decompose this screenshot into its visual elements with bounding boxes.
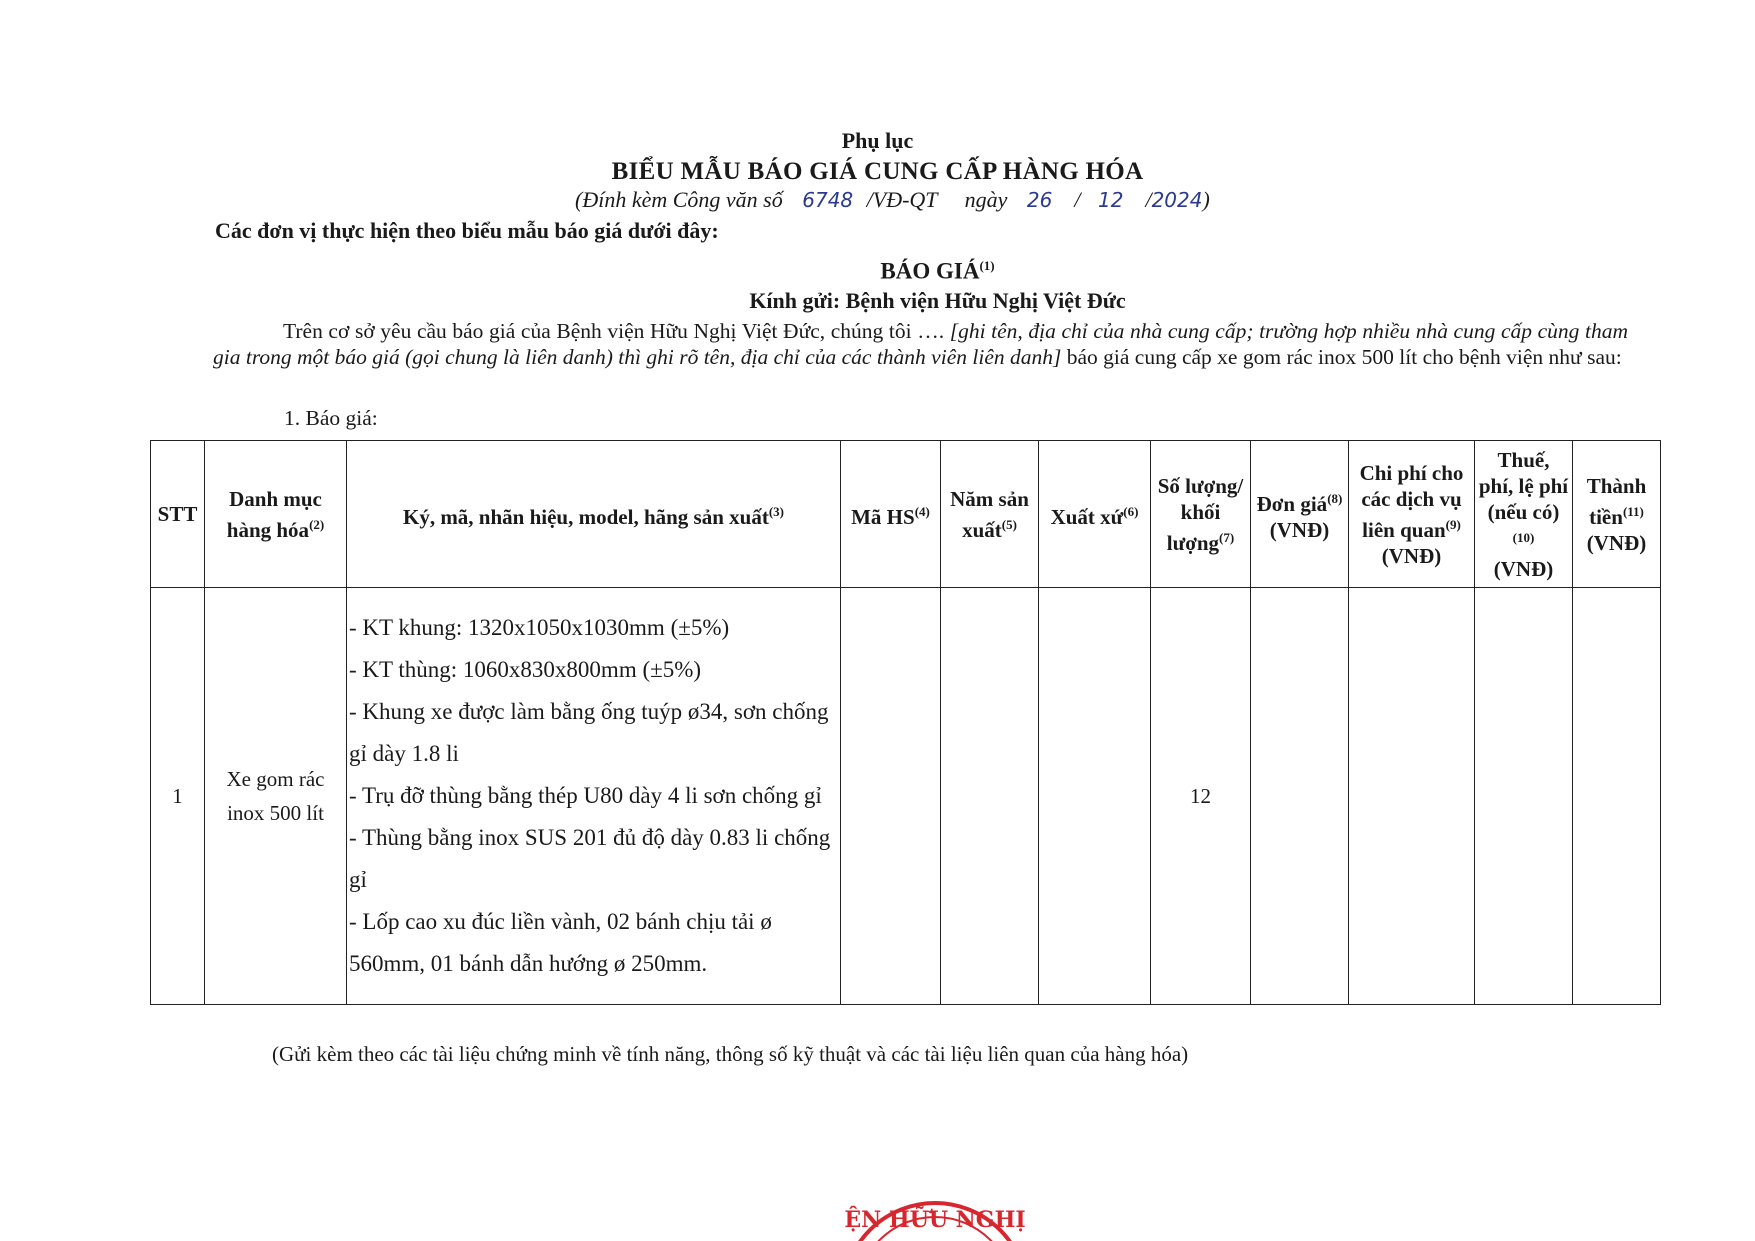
spec-line: - Trụ đỡ thùng bằng thép U80 dày 4 li sơn chống gỉ [349, 783, 822, 808]
cell-hs-code [841, 588, 941, 1005]
date-month-handwritten: 12 [1098, 188, 1124, 212]
intro-paragraph: Trên cơ sở yêu cầu báo giá của Bệnh viện Hữu Nghị Việt Đức, chúng tôi …. [ghi tên, địa chỉ của nhà cung cấp; trường hợp nhiều nhà cung cấp cùng tham gia trong một báo giá (gọi chung là liên danh) thì ghi rõ tên, địa chỉ của các thành viên liên danh] báo giá cung cấp xe gom rác inox 500 lít cho bệnh viện như sau: [213, 319, 1628, 369]
hospital-seal-icon [835, 1185, 1035, 1241]
cell-service-cost [1349, 588, 1475, 1005]
table-row [151, 588, 1661, 1005]
col-item: Danh mục hàng hóa$^{(2)}$ [205, 441, 347, 588]
quotation-table [150, 440, 1661, 1005]
doc-number-handwritten: 6748 [802, 188, 854, 212]
spec-line: - Lốp cao xu đúc liền vành, 02 bánh chịu tải ø 560mm, 01 bánh dẫn hướng ø 250mm. [349, 909, 772, 976]
cell-tax [1475, 588, 1573, 1005]
cell-stt: 1 [151, 588, 205, 1005]
attachment-line: (Đính kèm Công văn số 6748 /VĐ-QT ngày 26 / 12 /2024) [575, 187, 1210, 212]
form-title: BIỂU MẪU BÁO GIÁ CUNG CẤP HÀNG HÓA [611, 158, 1144, 185]
recipient-line: Kính gửi: Bệnh viện Hữu Nghị Việt Đức [749, 288, 1126, 313]
cell-total [1573, 588, 1661, 1005]
intro-note: Các đơn vị thực hiện theo biểu mẫu báo giá dưới đây: [215, 218, 719, 243]
appendix-label: Phụ lục [841, 128, 914, 153]
col-quantity: Số lượng/ khối lượng$^{(7)}$ [1151, 441, 1251, 588]
date-day-handwritten: 26 [1026, 188, 1053, 212]
cell-quantity: 12 [1151, 588, 1251, 1005]
spec-line: - Thùng bằng inox SUS 201 đủ độ dày 0.83 li chống gỉ [349, 825, 831, 892]
col-unit-price: Đơn giá$^{(8)}$ (VNĐ) [1251, 441, 1349, 588]
cell-unit-price [1251, 588, 1349, 1005]
cell-item: Xe gom rác inox 500 lít [205, 588, 347, 1005]
svg-text:ỆN HỮU NGHỊ: ỆN HỮU NGHỊ [844, 1207, 1026, 1233]
header-row [151, 441, 1661, 588]
cell-year [941, 588, 1039, 1005]
col-model: Ký, mã, nhãn hiệu, model, hãng sản xuất$^{(3)}$ [347, 441, 841, 588]
quote-title: BÁO GIÁ$^{(1)}$ [880, 258, 995, 284]
col-tax: Thuế, phí, lệ phí (nếu có)$^{(10)}$ (VNĐ) [1475, 441, 1573, 588]
section-label: 1. Báo giá: [284, 406, 378, 430]
col-service-cost: Chi phí cho các dịch vụ liên quan$^{(9)}$ (VNĐ) [1349, 441, 1475, 588]
date-year-handwritten: 2024 [1151, 188, 1203, 212]
col-total: Thành tiền$^{(11)}$ (VNĐ) [1573, 441, 1661, 588]
spec-line: - KT khung: 1320x1050x1030mm (±5%) [349, 615, 730, 640]
col-hs-code: Mã HS$^{(4)}$ [841, 441, 941, 588]
spec-line: - Khung xe được làm bằng ống tuýp ø34, sơn chống gỉ dày 1.8 li [349, 699, 829, 766]
spec-line: - KT thùng: 1060x830x800mm (±5%) [349, 657, 702, 682]
col-origin: Xuất xứ$^{(6)}$ [1039, 441, 1151, 588]
col-year: Năm sản xuất$^{(5)}$ [941, 441, 1039, 588]
cell-specs [347, 588, 841, 1005]
cell-origin [1039, 588, 1151, 1005]
footer-note: (Gửi kèm theo các tài liệu chứng minh về tính năng, thông số kỹ thuật và các tài liệu liên quan của hàng hóa) [272, 1042, 1189, 1066]
col-stt: STT [151, 441, 205, 588]
